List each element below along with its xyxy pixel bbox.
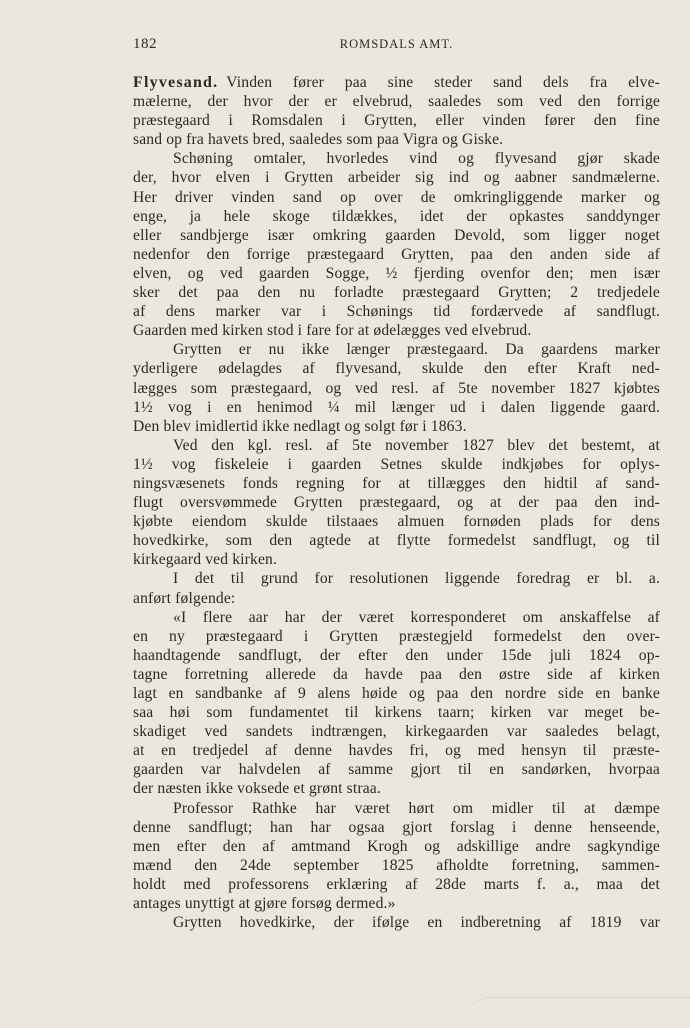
text-line: flugt oversvømmede Grytten præstegaard, og at der paa den ind-	[133, 494, 660, 512]
text-line: mænd den 24de september 1825 afholdte forretning, sammen-	[133, 856, 660, 874]
text-line: eller sandbjerge især omkring gaarden Devold, som ligger noget	[133, 226, 660, 244]
body-text	[133, 73, 660, 932]
text-line: præstegaard i Romsdalen i Grytten, eller vinden fører den fine	[133, 112, 660, 130]
text-line: kjøbte eiendom skulde tilstaaes almuen fornøden plads for dens	[133, 513, 660, 531]
page-header	[133, 36, 660, 56]
text-line: gaarden var halvdelen af samme gjort til en sandørken, hvorpaa	[133, 761, 660, 779]
text-line: men efter den af amtmand Krogh og adskillige andre sagkyndige	[133, 837, 660, 855]
text-line: Her driver vinden sand op over de omkringliggende marker og	[133, 188, 660, 206]
text-line: lagt en sandbanke af 9 alens høide og paa den nordre side en banke	[133, 685, 660, 702]
text-line: 1½ vog i en henimod ¼ mil længer ud i dalen liggende gaard.	[133, 398, 660, 416]
text-line: haandtagende sandflugt, der efter den under 15de juli 1824 op-	[133, 646, 660, 664]
text-line: Ved den kgl. resl. af 5te november 1827 blev det bestemt, at	[173, 436, 660, 454]
text-line: Grytten er nu ikke længer præstegaard. Da gaardens marker	[173, 341, 660, 359]
text-line: hovedkirke, som den agtede at flytte formedelst sandflugt, og til	[133, 532, 660, 550]
text-line: Grytten hovedkirke, der ifølge en indberetning af 1819 var	[173, 914, 660, 932]
text-line: skadiget ved sandets indtrængen, kirkegaarden var saaledes belagt,	[133, 723, 660, 741]
text-line: mælerne, der hvor der er elvebrud, saaledes som ved den forrige	[133, 93, 660, 111]
running-head: ROMSDALS AMT.	[339, 37, 454, 51]
text-line: holdt med professorens erklæring af 28de marts f. a., maa det	[133, 875, 660, 893]
text-line: elven, og ved gaarden Sogge, ½ fjerding ovenfor den; men især	[133, 264, 660, 282]
text-line: Schøning omtaler, hvorledes vind og flyvesand gjør skade	[173, 150, 660, 168]
text-line: Den blev imidlertid ikke nedlagt og solgt før i 1863.	[133, 417, 467, 435]
text-line: tagne forretning allerede da havde paa den østre side af kirken	[133, 665, 660, 683]
text-line: lægges som præstegaard, og ved resl. af 5te november 1827 kjøbtes	[133, 379, 660, 397]
text-line: Professor Rathke har været hørt om midler til at dæmpe	[173, 799, 660, 817]
text-line: at en tredjedel af denne havdes fri, og med hensyn til præste-	[133, 742, 660, 760]
text-line: kirkegaard ved kirken.	[133, 551, 278, 569]
text-line: sand op fra havets bred, saaledes som paa Vigra og Giske.	[133, 131, 504, 149]
text-line: enge, ja hele skoge tildækkes, idet der opkastes sanddynger	[133, 207, 660, 225]
text-line: anført følgende:	[133, 589, 236, 607]
text-line: I det til grund for resolutionen liggende foredrag er bl. a.	[173, 570, 660, 588]
page-number: 182	[133, 36, 157, 52]
text-line: ningsvæsenets fonds regning for at tillægges den hidtil af sand-	[133, 474, 660, 492]
text-line: nedenfor den forrige præstegaard Grytten, paa den anden side af	[133, 245, 660, 263]
text-line: antages unyttigt at gjøre forsøg dermed.»	[133, 895, 396, 913]
page-fold-shadow	[460, 997, 690, 1028]
text-line: af dens marker var i Schønings tid fordærvede af sandflugt.	[133, 303, 660, 321]
text-line	[133, 73, 660, 92]
text-line-content: Vinden fører paa sine steder sand dels fra elve-	[226, 74, 660, 91]
text-line: sker det paa den nu forladte præstegaard Grytten; 2 tredjedele	[133, 284, 660, 302]
text-line: en ny præstegaard i Grytten præstegjeld formedelst den over-	[133, 627, 660, 645]
text-line: der, hvor elven i Grytten arbeider sig ind og aabner sandmælerne.	[133, 169, 660, 187]
section-heading: Flyvesand.	[133, 74, 219, 91]
text-line: der næsten ikke voksede et grønt straa.	[133, 780, 381, 798]
text-line: denne sandflugt; han har ogsaa gjort forslag i denne henseende,	[133, 818, 660, 836]
text-line: saa høi som fundamentet til kirkens taarn; kirken var meget be-	[133, 704, 660, 722]
text-line: yderligere ødelagdes af flyvesand, skulde den efter Kraft ned-	[133, 360, 660, 378]
text-line: «I flere aar har der været korresponderet om anskaffelse af	[173, 608, 660, 626]
text-line: 1½ vog fiskeleie i gaarden Setnes skulde indkjøbes for oplys-	[133, 455, 660, 473]
text-line: Gaarden med kirken stod i fare for at ødelægges ved elvebrud.	[133, 322, 532, 340]
